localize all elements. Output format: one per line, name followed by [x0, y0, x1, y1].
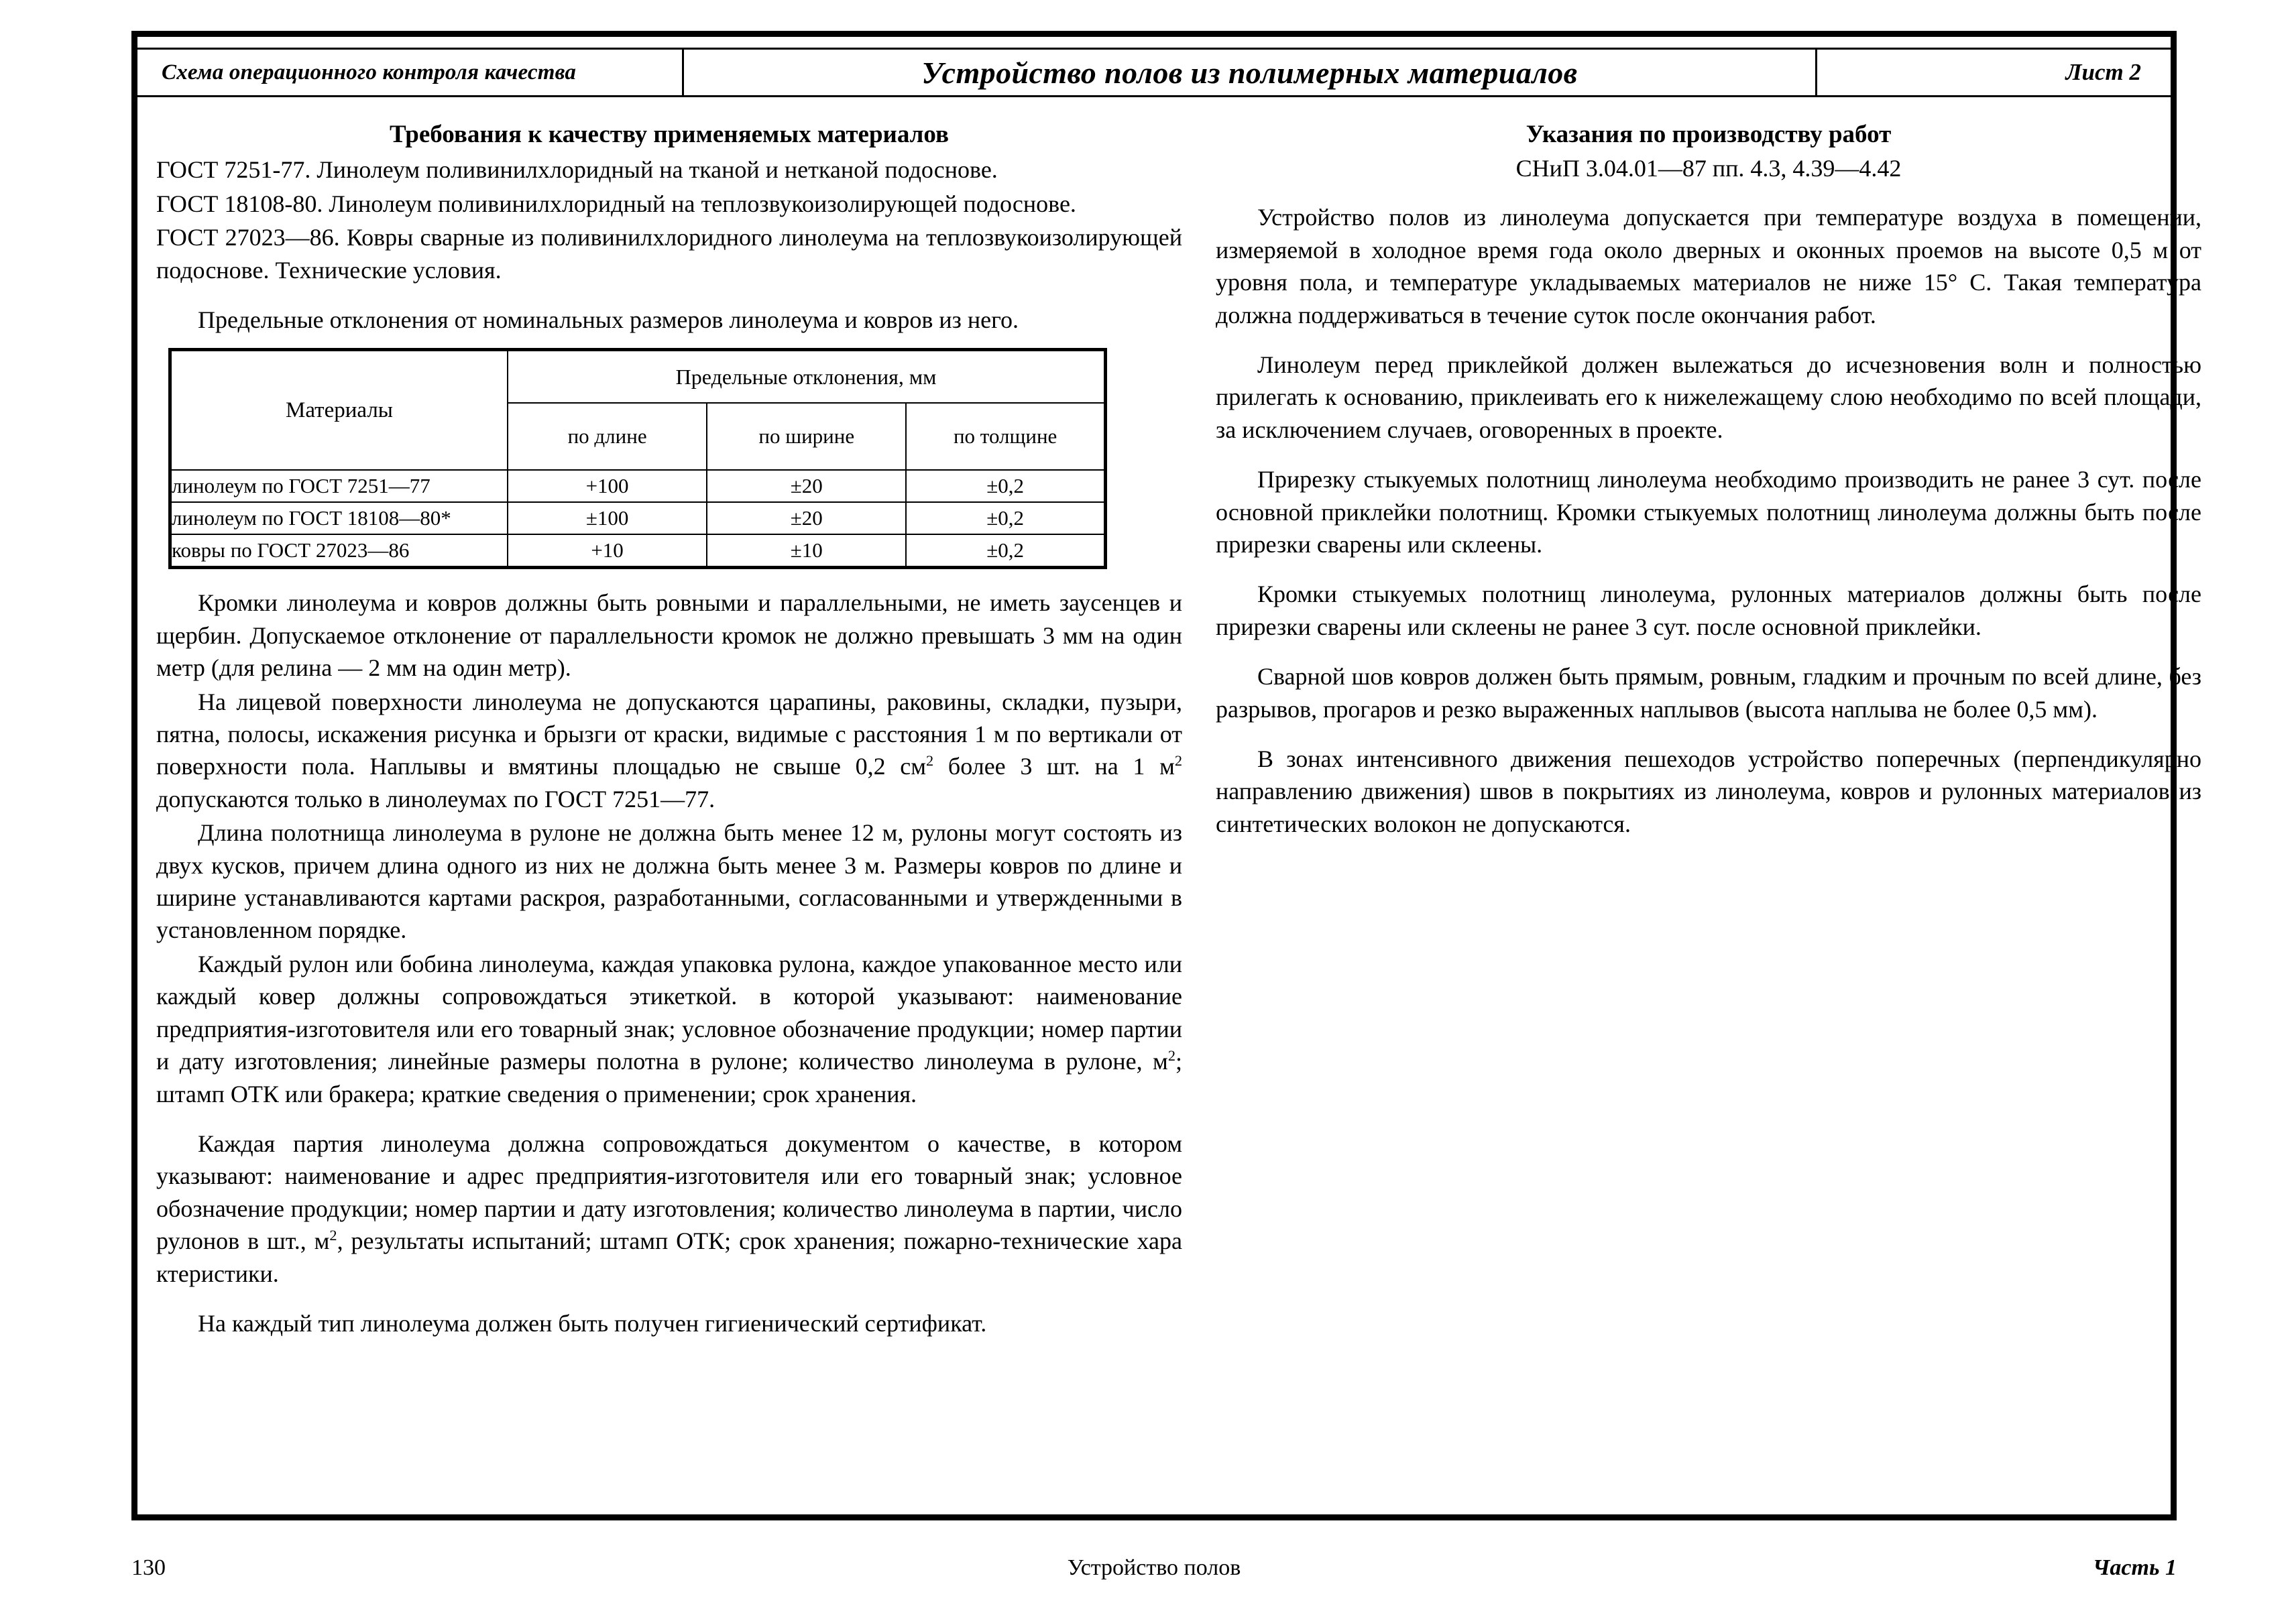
table-cell-thickness: ±0,2 — [906, 502, 1105, 534]
table-cell-width: ±10 — [707, 534, 906, 568]
page-title: Устройство полов из полимерных материалов — [921, 55, 1578, 90]
right-column — [1216, 100, 2201, 841]
gost-18108-paragraph: ГОСТ 18108-80. Линолеум поливинилхлоридный на теплозвукоизолирующей подоснове. — [156, 190, 1076, 217]
pedestrian-zones-paragraph: В зонах интенсивного движения пешеходов устройство поперечных (перпендикулярно направлению движения) швов в покрытиях из линолеума, ковров и рулонных материалов из синтетических волокон не допускаются. — [1216, 745, 2201, 837]
table-cell-length: ±100 — [508, 502, 707, 534]
page-frame — [131, 31, 2201, 1520]
labelling-paragraph: Каждый рулон или бобина линолеума, каждая упаковка рулона, каждое упакованное место или каждый ковер должны сопровождаться этикеткой. в которой указывают: наименование предприятия-изготовителя или его товарный знак; условное обозначение продукции; номер партии и дату изготовления; линейные размеры полотна в рулоне; количество линолеума в рулоне, $м^2$; штамп ОТК или бракера; краткие сведения о применении; срок хранения. — [156, 950, 1182, 1107]
table-cell-width: ±20 — [707, 470, 906, 502]
table-row — [170, 534, 1106, 568]
tolerances-intro-paragraph: Предельные отклонения от номинальных размеров линолеума и ковров из него. — [198, 306, 1019, 334]
table-header-materials: Материалы — [170, 350, 508, 471]
welded-edges-paragraph: Кромки стыкуемых полотнищ линолеума, рулонных материалов должны быть после прирезки сварены или склеены не ранее 3 сут. после основной приклейки. — [1216, 581, 2201, 640]
surface-defects-paragraph: На лицевой поверхности линолеума не допускаются царапины, раковины, складки, пузыри, пятна, полосы, искажения рисунка и брызги от краски, видимые с расстояния 1 м по вертикали от поверхности пола. Наплывы и вмятины площадью не свыше 0,2 $см^2$ более 3 шт. на 1 $м^2$ допускаются только в линолеумах по ГОСТ 7251—77. — [156, 688, 1183, 813]
table-cell-thickness: ±0,2 — [906, 470, 1105, 502]
table-header-row-1 — [170, 350, 1106, 404]
title-cell-sheet — [1815, 50, 2171, 95]
table-row — [170, 470, 1106, 502]
scheme-label: Схема операционного контроля качества — [162, 60, 577, 84]
table-cell-material: ковры по ГОСТ 27023—86 — [170, 534, 508, 568]
laying-flat-paragraph: Линолеум перед приклейкой должен вылежаться до исчезновения волн и полностью прилегать к основанию, приклеивать его к нижележащему слою необходимо по всей площади, за исключением случаев, оговоренных в проекте. — [1216, 351, 2201, 443]
table-cell-length: +100 — [508, 470, 707, 502]
table-row — [170, 502, 1106, 534]
table-cell-thickness: ±0,2 — [906, 534, 1105, 568]
temperature-paragraph: Устройство полов из линолеума допускается при температуре воздуха в помещении, измеряемой в холодное время года около дверных и оконных проемов на высоте 0,5 м от уровня пола, и температуре укладываемых материалов не ниже 15° С. Такая температура должна поддерживаться в течение суток после окончания работ. — [1216, 204, 2201, 328]
table-cell-material: линолеум по ГОСТ 7251—77 — [170, 470, 508, 502]
quality-document-paragraph: Каждая партия линолеума должна сопровождаться документом о качестве, в котором указывают: наименование и адрес предприятия-изготовителя или его товарный знак; условное обозначение продукции; номер партии и дату изготовления; количество линолеума в партии, число рулонов в шт., $м^2$, результаты испытаний; штамп ОТК; срок хранения; пожарно-технические хара ктеристики. — [156, 1130, 1182, 1287]
page-footer — [131, 1555, 2177, 1596]
right-column-heading: Указания по производству работ — [1526, 121, 1892, 148]
table-cell-width: ±20 — [707, 502, 906, 534]
table-header-by-thickness: по толщине — [906, 403, 1105, 470]
footer-page-number: 130 — [131, 1555, 166, 1580]
roll-length-paragraph: Длина полотнища линолеума в рулоне не должна быть менее 12 м, рулоны могут состоять из двух кусков, причем длина одного из них не должна быть менее 3 м. Размеры ковров по длине и ширине устанавливаются картами раскроя, разработанными, согласованными и утвержденными в установленном порядке. — [156, 819, 1182, 944]
table-header-tolerances-group: Предельные отклонения, мм — [508, 350, 1106, 404]
tolerances-table — [168, 348, 1107, 569]
table-cell-material: линолеум по ГОСТ 18108—80* — [170, 502, 508, 534]
left-column — [156, 100, 1182, 1341]
gost-27023-paragraph: ГОСТ 27023—86. Ковры сварные из поливинилхлоридного линолеума на теплозвукоизолирующей подоснове. Технические условия. — [156, 224, 1182, 284]
table-header-by-width: по ширине — [707, 403, 906, 470]
table-header-by-length: по длине — [508, 403, 707, 470]
footer-part-label: Часть 1 — [2092, 1555, 2177, 1580]
table-cell-length: +10 — [508, 534, 707, 568]
title-cell-main — [682, 50, 1815, 95]
edges-paragraph: Кромки линолеума и ковров должны быть ровными и параллельными, не иметь заусенцев и щербин. Допускаемое отклонение от параллельности кромок не должно превышать 3 мм на один метр (для релина — 2 мм на один метр). — [156, 589, 1182, 682]
title-cell-scheme — [137, 50, 682, 95]
footer-section-title: Устройство полов — [1067, 1555, 1241, 1580]
sheet-label: Лист 2 — [2065, 59, 2141, 85]
trimming-paragraph: Прирезку стыкуемых полотнищ линолеума необходимо производить не ранее 3 сут. после основной приклейки полотнищ. Кромки стыкуемых полотнищ линолеума должны быть после прирезки сварены или склеены. — [1216, 466, 2201, 558]
document-body — [137, 100, 2201, 1514]
hygiene-certificate-paragraph: На каждый тип линолеума должен быть получен гигиенический сертификат. — [198, 1309, 987, 1337]
document-title-bar — [137, 48, 2171, 97]
left-column-heading: Требования к качеству применяемых материалов — [390, 121, 949, 148]
right-column-subheading: СНиП 3.04.01—87 пп. 4.3, 4.39—4.42 — [1515, 155, 1902, 182]
weld-seam-paragraph: Сварной шов ковров должен быть прямым, ровным, гладким и прочным по всей длине, без разрывов, прогаров и резко выраженных наплывов (высота наплыва не более 0,5 мм). — [1216, 663, 2201, 723]
gost-7251-paragraph: ГОСТ 7251-77. Линолеум поливинилхлоридный на тканой и нетканой подоснове. — [156, 156, 998, 184]
